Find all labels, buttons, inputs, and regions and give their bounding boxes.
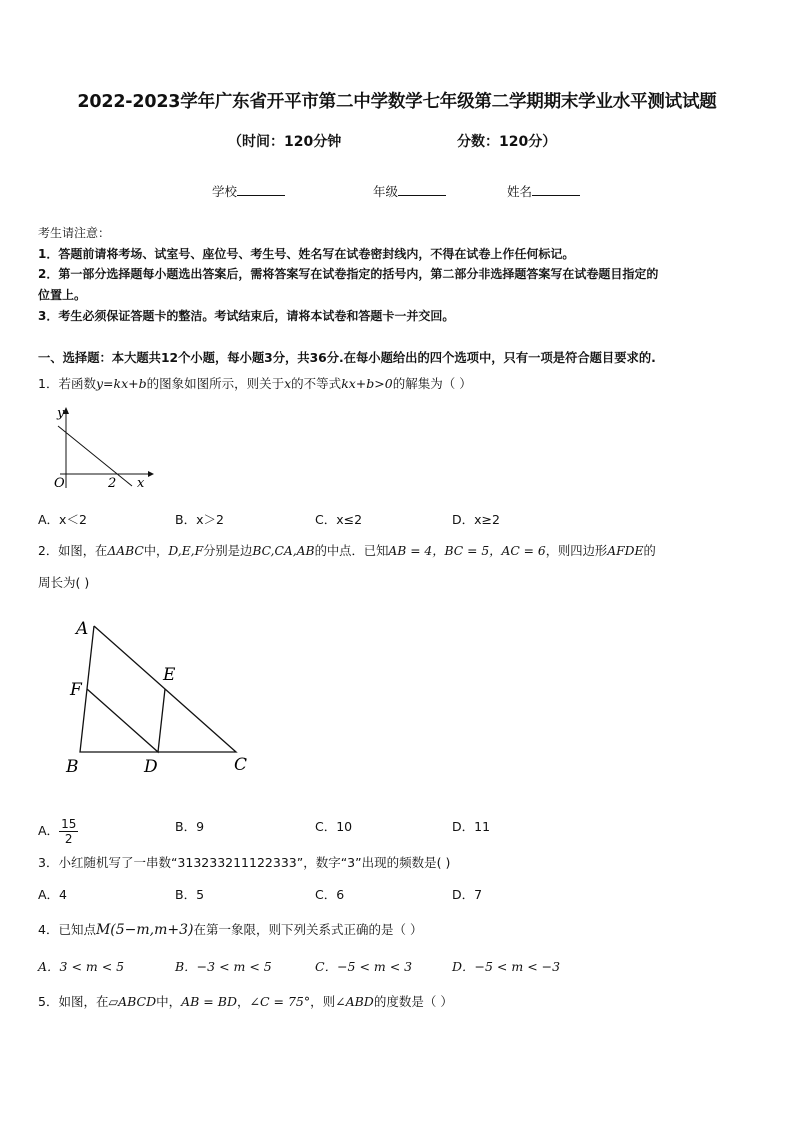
q1-origin-label: O <box>54 476 65 491</box>
q3-option-b: B．5 <box>175 887 205 902</box>
q2-label-d: D <box>144 757 158 777</box>
name-label: 姓名 <box>507 184 533 199</box>
q5-mid: 中， <box>156 994 182 1009</box>
q2-fraction-numerator: 15 <box>61 817 77 831</box>
q2-quad: AFDE <box>607 544 644 558</box>
q2-option-c: C．10 <box>315 819 353 834</box>
q1-x-label: x <box>137 476 145 491</box>
q2-d: 的中点．已知 <box>314 544 389 558</box>
notice-item-1: 1．答题前请将考场、试室号、座位号、考生号、姓名写在试卷密封线内，不得在试卷上作任何标记。 <box>38 247 575 261</box>
notice-item-3: 3．考生必须保证答题卡的整洁。考试结束后，请将本试卷和答题卡一并交回。 <box>38 309 455 323</box>
q4-option-a <box>38 957 124 975</box>
question-2 <box>38 541 656 559</box>
school-field <box>212 182 285 200</box>
q2-b: 中， <box>143 544 169 558</box>
q1-prefix: 1．若函数 <box>38 376 96 391</box>
q1-option-b: B．x＞2 <box>175 512 224 527</box>
grade-field <box>373 182 446 200</box>
question-5 <box>38 992 453 1010</box>
exam-time: （时间：120分钟 <box>228 134 342 150</box>
exam-score: 分数：120分） <box>457 134 557 150</box>
q3-option-d: D．7 <box>452 887 483 902</box>
q1-suffix: 的解集为（ ） <box>392 376 472 391</box>
q2-sides: BC,CA,AB <box>252 544 315 558</box>
q2-label-a: A <box>76 619 89 639</box>
q5-eq1: AB = BD <box>181 994 237 1009</box>
q4-prefix: 4．已知点 <box>38 922 96 937</box>
q4-option-c-text: C．−5 < m < 3 <box>315 959 413 974</box>
q2-option-d: D．11 <box>452 819 491 834</box>
q2-option-b: B．9 <box>175 819 205 834</box>
school-label: 学校 <box>212 184 238 199</box>
q4-option-b <box>175 957 272 975</box>
q1-y-label: y <box>57 406 65 421</box>
q1-inequality: kx+b>0 <box>341 376 393 391</box>
q2-c: 分别是边 <box>203 544 253 558</box>
q3-option-a: A．4 <box>38 887 68 902</box>
notice-item-2: 2．第一部分选择题每小题选出答案后，需将答案写在试卷指定的括号内，第二部分非选择题答案写在试卷题目指定的 <box>38 267 659 281</box>
q4-option-d <box>452 957 560 975</box>
q2-a: 2．如图，在 <box>38 544 108 558</box>
q5-suffix: 的度数是（ ） <box>373 994 453 1009</box>
q1-two-label: 2 <box>108 476 117 491</box>
q4-option-c <box>315 957 412 975</box>
q2-label-c: C <box>234 755 248 775</box>
school-blank <box>237 183 285 196</box>
q2-figure <box>62 610 262 782</box>
q2-fraction-denominator: 2 <box>64 832 73 846</box>
name-field <box>507 182 580 200</box>
q1-option-a: A．x＜2 <box>38 512 87 527</box>
q5-sep: ， <box>236 994 250 1009</box>
q1-option-d: D．x≥2 <box>452 512 500 527</box>
question-3: 3．小红随机写了一串数“313233211122333”，数字“3”出现的频数是( ) <box>38 855 451 870</box>
question-1 <box>38 374 472 392</box>
notice-item-2-cont: 位置上。 <box>38 288 87 302</box>
q1-mid2: 的不等式 <box>291 376 342 391</box>
q4-option-d-text: D．−5 < m < −3 <box>452 959 561 974</box>
grade-label: 年级 <box>373 184 399 199</box>
q2-triangle-abc <box>80 626 236 752</box>
q5-eq2: ∠C = 75° <box>249 994 311 1009</box>
question-2-line2: 周长为( ) <box>38 575 90 590</box>
q1-x-arrow <box>148 471 154 477</box>
exam-title: 2022-2023学年广东省开平市第二中学数学七年级第二学期期末学业水平测试试题 <box>77 92 717 112</box>
q1-function: y=kx+b <box>95 376 147 391</box>
q1-var: x <box>284 376 292 391</box>
notice-heading: 考生请注意： <box>38 226 111 240</box>
q2-given: AB = 4，BC = 5，AC = 6 <box>388 544 546 558</box>
q2-option-a-fraction <box>59 817 78 846</box>
q2-e: ，则四边形 <box>545 544 608 558</box>
q3-option-c: C．6 <box>315 887 345 902</box>
q4-suffix: 在第一象限，则下列关系式正确的是（ ） <box>193 922 423 937</box>
q5-parallelogram: ▱ABCD <box>108 994 157 1009</box>
q5-mid2: ，则 <box>310 994 336 1009</box>
q2-label-e: E <box>163 665 176 685</box>
q2-f: 的 <box>643 544 656 558</box>
q1-line <box>58 426 132 486</box>
q1-mid: 的图象如图所示，则关于 <box>146 376 285 391</box>
q2-triangle: ΔABC <box>107 544 144 558</box>
q5-angle: ∠ABD <box>335 994 374 1009</box>
q4-point: M(5−m,m+3) <box>95 922 194 938</box>
q1-option-c: C．x≤2 <box>315 512 363 527</box>
q1-graph <box>48 402 158 494</box>
name-blank <box>532 183 580 196</box>
grade-blank <box>398 183 446 196</box>
q2-label-b: B <box>66 757 79 777</box>
q4-option-a-text: A．3 < m < 5 <box>38 959 125 974</box>
q2-points: D,E,F <box>168 544 204 558</box>
q5-prefix: 5．如图，在 <box>38 994 109 1009</box>
section-heading: 一、选择题：本大题共12个小题，每小题3分，共36分.在每小题给出的四个选项中，只有一项是符合题目要求的. <box>38 351 656 365</box>
question-4 <box>38 920 422 938</box>
q4-option-b-text: B．−3 < m < 5 <box>175 959 272 974</box>
q2-option-a-label: A． <box>38 823 60 838</box>
q2-midlines <box>87 689 165 752</box>
q2-label-f: F <box>70 680 82 700</box>
q2-option-a <box>38 817 78 846</box>
